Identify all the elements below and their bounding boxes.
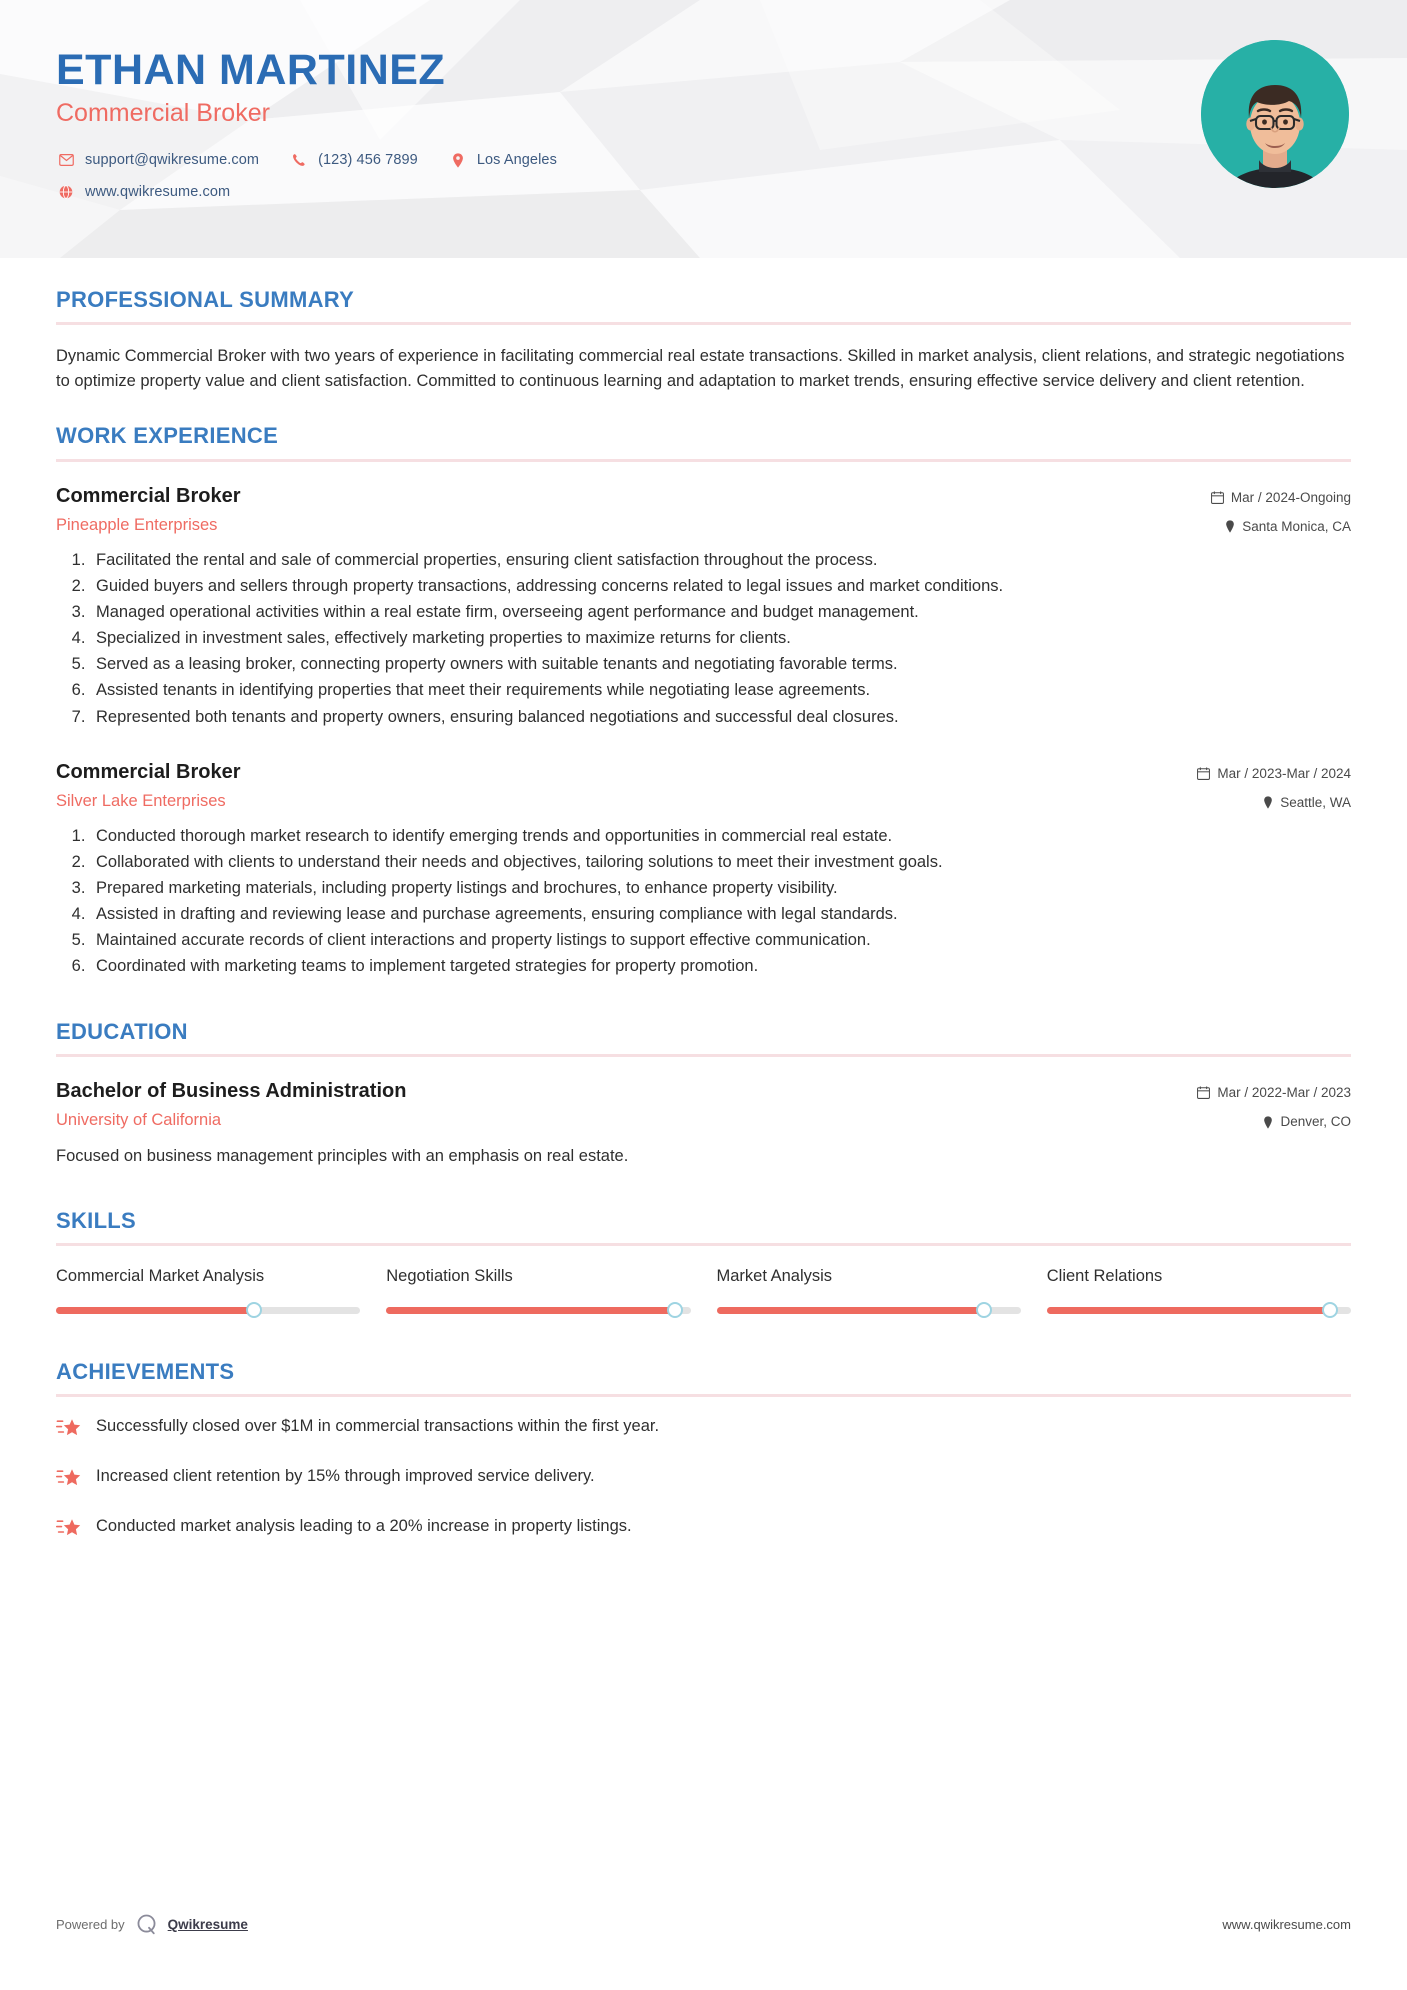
section-skills	[56, 1209, 1351, 1318]
contact-website[interactable]	[56, 184, 230, 200]
work-entry	[56, 484, 1351, 730]
contact-location-text: Los Angeles	[476, 152, 557, 169]
work-date-line	[1197, 764, 1351, 784]
work-location-text: Santa Monica, CA	[1242, 518, 1351, 534]
section-achievements	[56, 1360, 1351, 1545]
list-item: 1. Conducted thorough market research to identify emerging trends and opportunities in commercial real estate.	[90, 824, 1351, 849]
header-text-block	[0, 0, 1407, 202]
section-title-achievements: ACHIEVEMENTS	[56, 1358, 235, 1384]
education-entry-meta	[1197, 1079, 1351, 1133]
shooting-star-icon	[56, 1465, 86, 1495]
work-bullet-list	[56, 824, 1351, 979]
achievement-text: Increased client retention by 15% through improved service delivery.	[96, 1466, 595, 1485]
section-education	[56, 1020, 1351, 1169]
contact-location	[448, 152, 557, 168]
list-item: 2. Collaborated with clients to understand their needs and objectives, tailoring solutions to meet their investment goals.	[90, 850, 1351, 875]
contact-phone-text: (123) 456 7899	[318, 152, 418, 169]
powered-by-label: Powered by	[56, 1917, 125, 1932]
qwikresume-logo-icon	[135, 1913, 158, 1936]
education-location-text: Denver, CO	[1280, 1113, 1351, 1129]
page-title: ETHAN MARTINEZ	[56, 46, 446, 94]
list-item: 3. Managed operational activities within a real estate firm, overseeing agent performance and budget management.	[90, 600, 1351, 625]
list-item: 7. Represented both tenants and property owners, ensuring balanced negotiations and successful deal closures.	[90, 705, 1351, 730]
contact-website-text: www.qwikresume.com	[85, 184, 231, 201]
skill-label: Commercial Market Analysis	[56, 1267, 265, 1286]
skill-item	[386, 1266, 690, 1317]
work-entry-left	[56, 484, 1211, 536]
map-marker-icon	[1225, 520, 1235, 533]
work-company-name: Pineapple Enterprises	[56, 515, 218, 534]
education-description: Focused on business management principles with an emphasis on real estate.	[56, 1147, 629, 1166]
section-professional-summary	[56, 288, 1351, 394]
section-divider	[56, 322, 1351, 325]
list-item: 1. Facilitated the rental and sale of commercial properties, ensuring client satisfaction throughout the process.	[90, 548, 1351, 573]
contact-email-text: support@qwikresume.com	[85, 152, 260, 169]
education-date-line	[1197, 1083, 1351, 1103]
footer-website[interactable]: www.qwikresume.com	[1222, 1917, 1351, 1932]
envelope-icon	[56, 154, 76, 166]
work-location-line	[1211, 517, 1351, 537]
education-entry	[56, 1079, 1351, 1169]
skill-knob[interactable]	[976, 1302, 992, 1318]
list-item	[56, 1465, 1351, 1495]
skills-grid	[56, 1266, 1351, 1317]
summary-text: Dynamic Commercial Broker with two years of experience in facilitating commercial real estate transactions. Skilled in market analysis, client relations, and strategic negotiations to optimize property value and client satisfaction. Committed to continuous learning and adaptation to market trends, ensuring effective service delivery and client retention.	[56, 347, 1345, 391]
work-bullet-list	[56, 548, 1351, 730]
shooting-star-icon	[56, 1515, 86, 1545]
page-footer	[0, 1913, 1407, 1936]
work-entry	[56, 760, 1351, 980]
skill-progress-bar	[1047, 1302, 1351, 1318]
work-date-text: Mar / 2024-Ongoing	[1230, 489, 1351, 505]
work-entry-left	[56, 760, 1197, 812]
section-title-summary: PROFESSIONAL SUMMARY	[56, 287, 355, 312]
section-divider	[56, 1054, 1351, 1057]
work-entry-meta	[1197, 760, 1351, 814]
education-degree: Bachelor of Business Administration	[56, 1079, 407, 1102]
section-title-work: WORK EXPERIENCE	[56, 423, 279, 449]
resume-body	[0, 288, 1407, 1545]
contact-email[interactable]	[56, 152, 259, 168]
achievements-list	[56, 1415, 1351, 1545]
list-item: 4. Assisted in drafting and reviewing lease and purchase agreements, ensuring compliance with legal standards.	[90, 902, 1351, 927]
shooting-star-icon	[56, 1415, 86, 1445]
footer-branding	[56, 1913, 248, 1936]
brand-name[interactable]: Qwikresume	[167, 1917, 248, 1932]
work-date-text: Mar / 2023-Mar / 2024	[1217, 765, 1351, 781]
work-entry-header	[56, 760, 1351, 814]
education-entry-header	[56, 1079, 1351, 1133]
list-item: 5. Maintained accurate records of client interactions and property listings to support effective communication.	[90, 928, 1351, 953]
skill-item	[717, 1266, 1021, 1317]
section-divider	[56, 1243, 1351, 1246]
skill-label: Negotiation Skills	[386, 1267, 513, 1286]
skill-progress-bar	[717, 1302, 1021, 1318]
skill-knob[interactable]	[667, 1302, 683, 1318]
map-marker-icon	[1263, 1116, 1273, 1129]
location-pin-icon	[448, 153, 468, 168]
work-date-line	[1211, 488, 1351, 508]
calendar-icon	[1197, 767, 1210, 780]
skill-label: Client Relations	[1046, 1267, 1163, 1286]
list-item: 5. Served as a leasing broker, connecting property owners with suitable tenants and negotiating favorable terms.	[90, 652, 1351, 677]
list-item: 2. Guided buyers and sellers through property transactions, addressing concerns related to legal issues and market conditions.	[90, 574, 1351, 599]
work-entry-meta	[1211, 484, 1351, 538]
achievement-text: Successfully closed over $1M in commercial transactions within the first year.	[96, 1416, 660, 1435]
list-item: 4. Specialized in investment sales, effectively marketing properties to maximize returns for clients.	[90, 626, 1351, 651]
skill-knob[interactable]	[1322, 1302, 1338, 1318]
education-entry-left	[56, 1079, 1197, 1131]
skill-fill	[386, 1307, 675, 1314]
avatar-photo	[1201, 40, 1349, 188]
skill-item	[1047, 1266, 1351, 1317]
education-date-text: Mar / 2022-Mar / 2023	[1217, 1084, 1351, 1100]
skill-fill	[1047, 1307, 1330, 1314]
resume-header	[0, 0, 1407, 258]
education-location-line	[1197, 1112, 1351, 1132]
education-institution: University of California	[56, 1110, 222, 1129]
calendar-icon	[1211, 491, 1224, 504]
skill-knob[interactable]	[246, 1302, 262, 1318]
calendar-icon	[1197, 1086, 1210, 1099]
job-role-subtitle: Commercial Broker	[56, 99, 270, 128]
list-item	[56, 1415, 1351, 1445]
list-item: 6. Coordinated with marketing teams to implement targeted strategies for property promotion.	[90, 954, 1351, 979]
skill-fill	[56, 1307, 254, 1314]
section-title-education: EDUCATION	[56, 1018, 188, 1044]
section-divider	[56, 1394, 1351, 1397]
map-marker-icon	[1263, 796, 1273, 809]
skill-fill	[717, 1307, 985, 1314]
work-location-text: Seattle, WA	[1280, 794, 1351, 810]
list-item: 6. Assisted tenants in identifying properties that meet their requirements while negotiating lease agreements.	[90, 678, 1351, 703]
contact-phone[interactable]	[289, 152, 418, 168]
work-entry-header	[56, 484, 1351, 538]
skill-label: Market Analysis	[716, 1267, 833, 1286]
work-job-title: Commercial Broker	[56, 484, 241, 507]
phone-icon	[289, 153, 309, 167]
achievement-text: Conducted market analysis leading to a 20% increase in property listings.	[96, 1516, 632, 1535]
section-title-skills: SKILLS	[56, 1207, 137, 1233]
skill-progress-bar	[56, 1302, 360, 1318]
list-item: 3. Prepared marketing materials, including property listings and brochures, to enhance property visibility.	[90, 876, 1351, 901]
section-divider	[56, 459, 1351, 462]
section-work-experience	[56, 424, 1351, 979]
globe-icon	[56, 185, 76, 199]
skill-item	[56, 1266, 360, 1317]
work-location-line	[1197, 793, 1351, 813]
list-item	[56, 1515, 1351, 1545]
skill-progress-bar	[386, 1302, 690, 1318]
work-company-name: Silver Lake Enterprises	[56, 791, 226, 810]
avatar	[1201, 40, 1349, 188]
work-job-title: Commercial Broker	[56, 760, 241, 783]
